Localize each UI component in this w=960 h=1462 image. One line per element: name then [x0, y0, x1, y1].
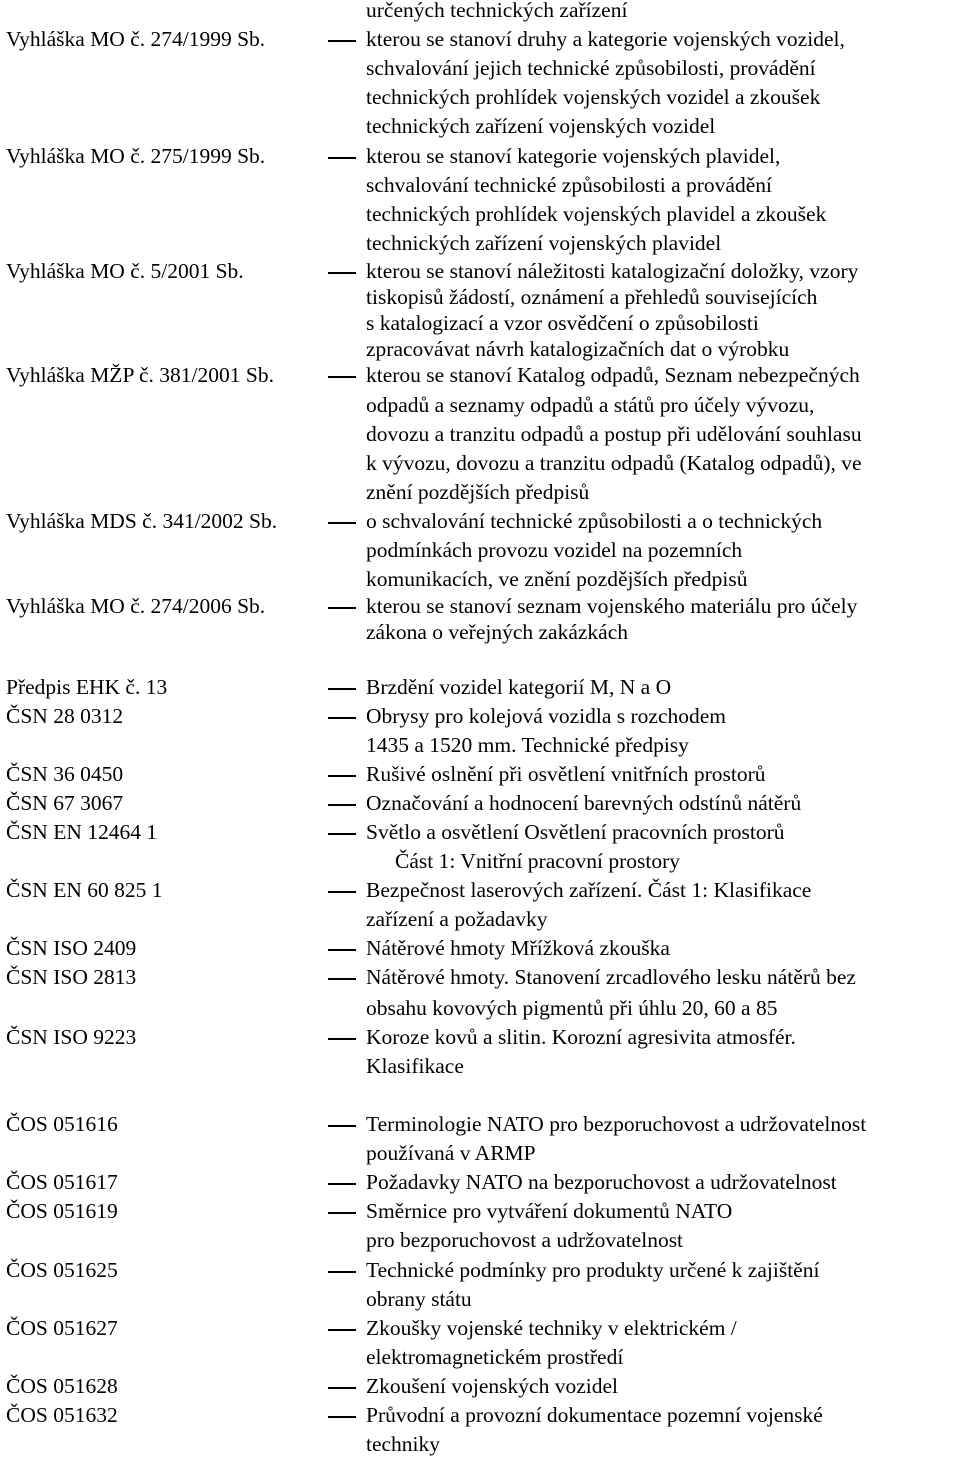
- regulation-text-line: zákona o veřejných zakázkách: [366, 620, 629, 644]
- regulation-text-line: kterou se stanoví seznam vojenského materiálu pro účely: [366, 594, 858, 618]
- standard-text-line: Část 1: Vnitřní pracovní prostory: [395, 849, 681, 873]
- regulation-text-line: technických zařízení vojenských plavidel: [366, 231, 722, 255]
- regulation-text-line: podmínkách provozu vozidel na pozemních: [366, 538, 743, 562]
- lead-line: určených technických zařízení: [366, 0, 628, 22]
- standard-label: ČSN ISO 9223: [6, 1025, 137, 1049]
- standard-label: ČSN 36 0450: [6, 762, 124, 786]
- dash-separator: [328, 717, 356, 719]
- standard-text-line: techniky: [366, 1432, 441, 1456]
- standard-text-line: Nátěrové hmoty. Stanovení zrcadlového lesku nátěrů bez: [366, 965, 856, 989]
- dash-separator: [328, 1271, 356, 1273]
- standard-label: ČOS 051627: [6, 1316, 118, 1340]
- standard-text-line: Rušivé oslnění při osvětlení vnitřních prostorů: [366, 762, 766, 786]
- dash-separator: [328, 522, 356, 524]
- standard-label: ČSN 67 3067: [6, 791, 124, 815]
- standard-label: ČSN EN 12464 1: [6, 820, 158, 844]
- standard-text-line: Světlo a osvětlení Osvětlení pracovních prostorů: [366, 820, 785, 844]
- regulation-text-line: zpracovávat návrh katalogizačních dat o výrobku: [366, 337, 790, 361]
- regulation-text-line: technických prohlídek vojenských plavidel a zkoušek: [366, 202, 827, 226]
- regulation-label: Vyhláška MDS č. 341/2002 Sb.: [6, 509, 278, 533]
- regulation-text-line: dovozu a tranzitu odpadů a postup při udělování souhlasu: [366, 422, 862, 446]
- dash-separator: [328, 1416, 356, 1418]
- dash-separator: [328, 607, 356, 609]
- standard-text-line: pro bezporuchovost a udržovatelnost: [366, 1228, 684, 1252]
- standard-text-line: elektromagnetickém prostředí: [366, 1345, 624, 1369]
- regulation-label: Vyhláška MO č. 274/2006 Sb.: [6, 594, 266, 618]
- regulation-text-line: technických zařízení vojenských vozidel: [366, 114, 716, 138]
- regulation-text-line: technických prohlídek vojenských vozidel a zkoušek: [366, 85, 821, 109]
- standard-text-line: Nátěrové hmoty Mřížková zkouška: [366, 936, 670, 960]
- standard-text-line: obrany státu: [366, 1287, 472, 1311]
- dash-separator: [328, 376, 356, 378]
- standard-label: Předpis EHK č. 13: [6, 675, 168, 699]
- standard-label: ČSN ISO 2409: [6, 936, 137, 960]
- dash-separator: [328, 833, 356, 835]
- dash-separator: [328, 688, 356, 690]
- regulation-text-line: kterou se stanoví druhy a kategorie vojenských vozidel,: [366, 27, 845, 51]
- regulation-text-line: kterou se stanoví kategorie vojenských plavidel,: [366, 144, 781, 168]
- standard-label: ČSN 28 0312: [6, 704, 124, 728]
- dash-separator: [328, 40, 356, 42]
- standard-text-line: Průvodní a provozní dokumentace pozemní vojenské: [366, 1403, 823, 1427]
- standard-label: ČSN EN 60 825 1: [6, 878, 163, 902]
- dash-separator: [328, 1038, 356, 1040]
- standard-label: ČOS 051628: [6, 1374, 118, 1398]
- regulation-text-line: znění pozdějších předpisů: [366, 480, 590, 504]
- standard-label: ČOS 051617: [6, 1170, 118, 1194]
- dash-separator: [328, 949, 356, 951]
- regulation-text-line: tiskopisů žádostí, oznámení a přehledů souvisejících: [366, 285, 818, 309]
- regulation-text-line: s katalogizací a vzor osvědčení o způsobilosti: [366, 311, 759, 335]
- standard-text-line: Technické podmínky pro produkty určené k zajištění: [366, 1258, 820, 1282]
- dash-separator: [328, 1212, 356, 1214]
- regulation-text-line: schvalování jejich technické způsobilosti, provádění: [366, 56, 816, 80]
- standard-text-line: Koroze kovů a slitin. Korozní agresivita atmosfér.: [366, 1025, 796, 1049]
- regulation-text-line: odpadů a seznamy odpadů a států pro účely vývozu,: [366, 393, 815, 417]
- standard-text-line: Klasifikace: [366, 1054, 464, 1078]
- standard-text-line: Obrysy pro kolejová vozidla s rozchodem: [366, 704, 727, 728]
- standard-text-line: Směrnice pro vytváření dokumentů NATO: [366, 1199, 733, 1223]
- standard-text-line: používaná v ARMP: [366, 1141, 536, 1165]
- regulation-text-line: komunikacích, ve znění pozdějších předpisů: [366, 567, 748, 591]
- standard-text-line: Požadavky NATO na bezporuchovost a udržovatelnost: [366, 1170, 837, 1194]
- standard-text-line: 1435 a 1520 mm. Technické předpisy: [366, 733, 689, 757]
- standard-label: ČSN ISO 2813: [6, 965, 137, 989]
- regulation-label: Vyhláška MO č. 5/2001 Sb.: [6, 259, 244, 283]
- dash-separator: [328, 775, 356, 777]
- standard-text-line: Terminologie NATO pro bezporuchovost a udržovatelnost: [366, 1112, 867, 1136]
- regulation-label: Vyhláška MO č. 275/1999 Sb.: [6, 144, 266, 168]
- standard-text-line: Označování a hodnocení barevných odstínů nátěrů: [366, 791, 802, 815]
- standard-text-line: obsahu kovových pigmentů při úhlu 20, 60 a 85: [366, 996, 778, 1020]
- dash-separator: [328, 891, 356, 893]
- dash-separator: [328, 804, 356, 806]
- standard-label: ČOS 051619: [6, 1199, 118, 1223]
- regulation-text-line: kterou se stanoví Katalog odpadů, Seznam nebezpečných: [366, 363, 860, 387]
- regulation-label: Vyhláška MŽP č. 381/2001 Sb.: [6, 363, 274, 387]
- regulation-label: Vyhláška MO č. 274/1999 Sb.: [6, 27, 266, 51]
- standard-text-line: Brzdění vozidel kategorií M, N a O: [366, 675, 672, 699]
- dash-separator: [328, 272, 356, 274]
- standard-label: ČOS 051616: [6, 1112, 118, 1136]
- standard-label: ČOS 051625: [6, 1258, 118, 1282]
- regulation-text-line: k vývozu, dovozu a tranzitu odpadů (Katalog odpadů), ve: [366, 451, 862, 475]
- regulation-text-line: kterou se stanoví náležitosti katalogizační doložky, vzory: [366, 259, 859, 283]
- dash-separator: [328, 1183, 356, 1185]
- regulation-text-line: schvalování technické způsobilosti a provádění: [366, 173, 772, 197]
- standard-label: ČOS 051632: [6, 1403, 118, 1427]
- standard-text-line: Zkoušky vojenské techniky v elektrickém /: [366, 1316, 737, 1340]
- dash-separator: [328, 1387, 356, 1389]
- dash-separator: [328, 1329, 356, 1331]
- regulation-text-line: o schvalování technické způsobilosti a o technických: [366, 509, 823, 533]
- dash-separator: [328, 1125, 356, 1127]
- standard-text-line: Bezpečnost laserových zařízení. Část 1: Klasifikace: [366, 878, 812, 902]
- standard-text-line: Zkoušení vojenských vozidel: [366, 1374, 618, 1398]
- dash-separator: [328, 978, 356, 980]
- dash-separator: [328, 157, 356, 159]
- standard-text-line: zařízení a požadavky: [366, 907, 548, 931]
